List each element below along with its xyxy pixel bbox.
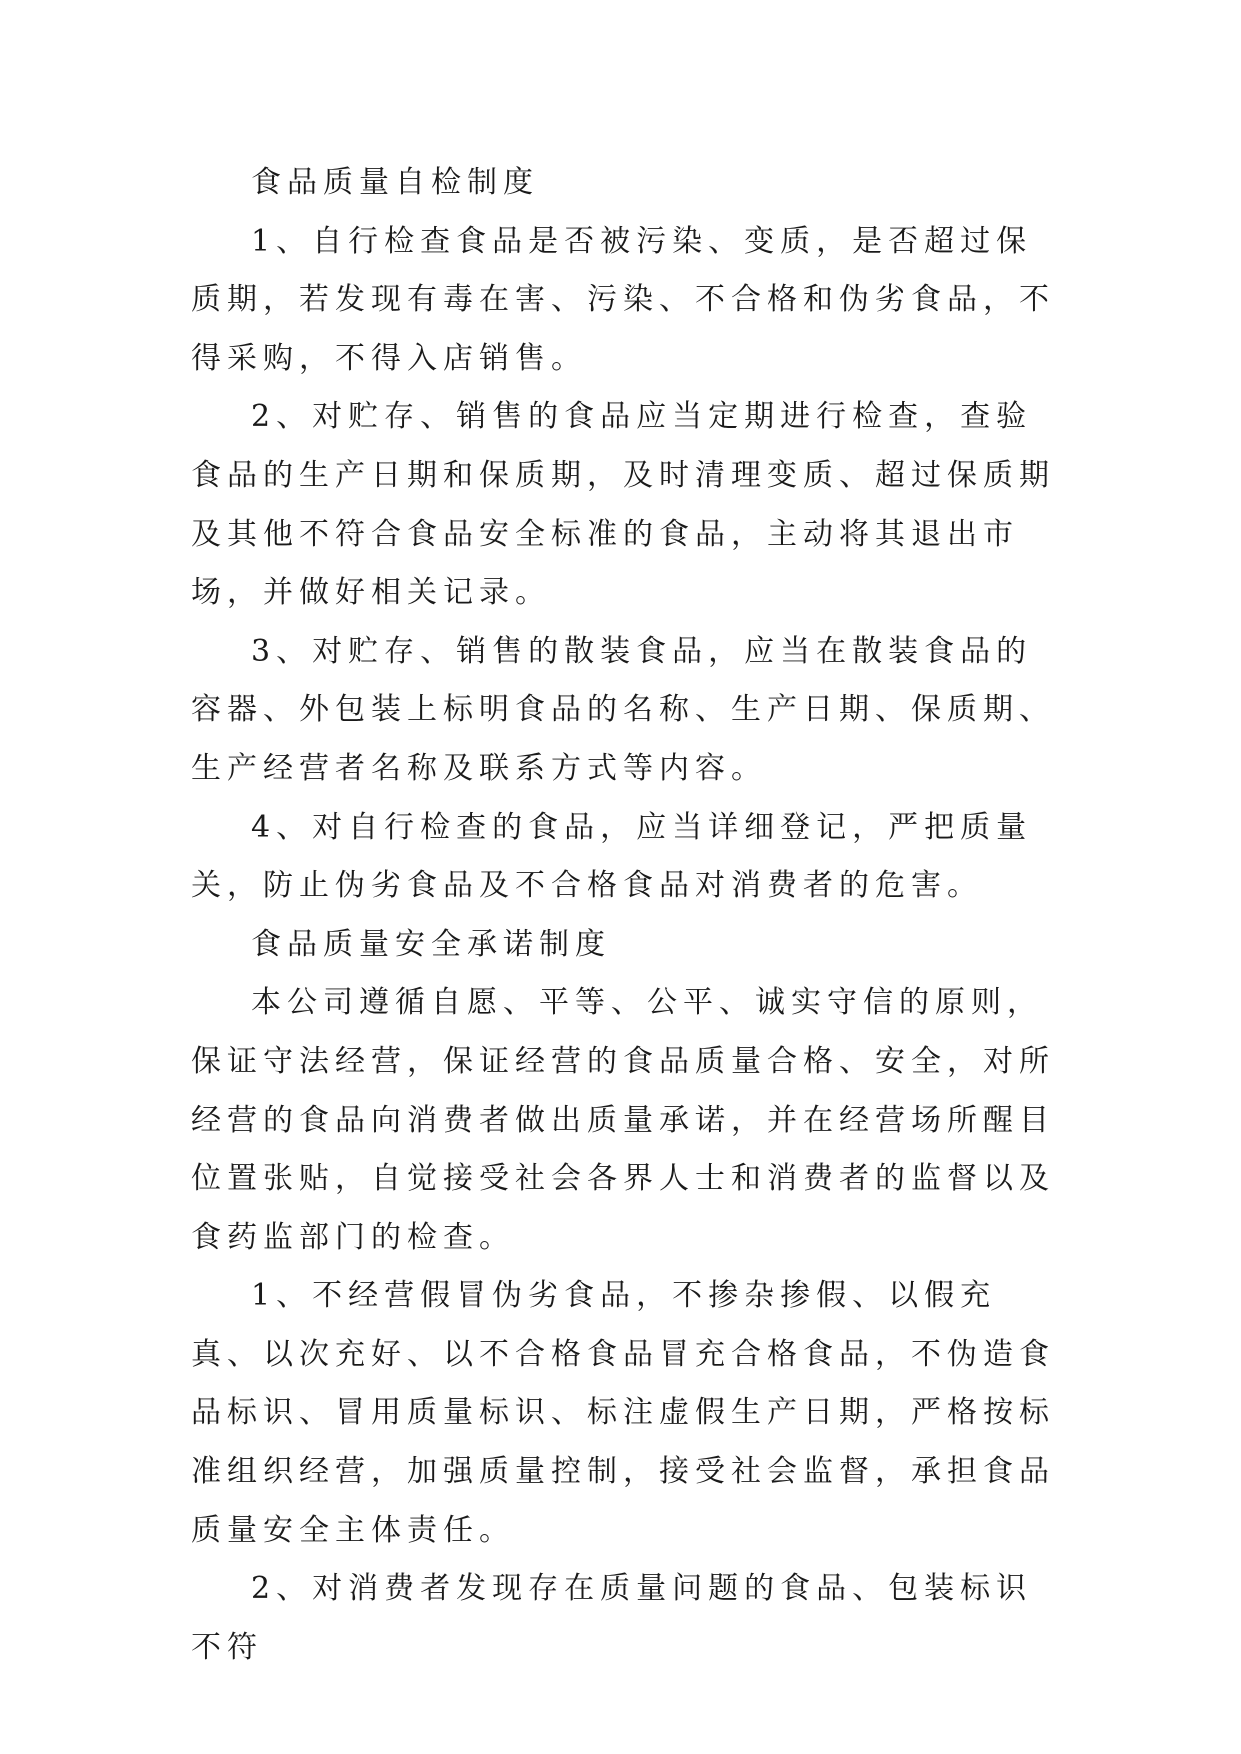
paragraph-commitment-item-2: 2、对消费者发现存在质量问题的食品、包装标识不符 [191, 1571, 1033, 1665]
paragraph-inspection-item-1: 1、自行检查食品是否被污染、变质，是否超过保质期，若发现有毒在害、污染、不合格和伪劣食品，不得采购，不得入店销售。 [191, 223, 1055, 376]
paragraph-commitment-intro: 本公司遵循自愿、平等、公平、诚实守信的原则，保证守法经营，保证经营的食品质量合格、安全，对所经营的食品向消费者做出质量承诺，并在经营场所醒目位置张贴，自觉接受社会各界人士和消费者的监督以及食药监部门的检查。 [191, 985, 1055, 1255]
paragraph-commitment-item-1: 1、不经营假冒伪劣食品，不掺杂掺假、以假充真、以次充好、以不合格食品冒充合格食品，不伪造食品标识、冒用质量标识、标注虚假生产日期，严格按标准组织经营，加强质量控制，接受社会监督，承担食品质量安全主体责任。 [191, 1278, 1055, 1548]
document-body [191, 154, 1061, 1677]
section-title-commitment: 食品质量安全承诺制度 [251, 926, 611, 962]
section-title-self-inspection: 食品质量自检制度 [251, 165, 539, 200]
paragraph-inspection-item-2: 2、对贮存、销售的食品应当定期进行检查，查验食品的生产日期和保质期，及时清理变质、超过保质期及其他不符合食品安全标准的食品，主动将其退出市场，并做好相关记录。 [191, 399, 1055, 611]
paragraph-inspection-item-4: 4、对自行检查的食品，应当详细登记，严把质量关，防止伪劣食品及不合格食品对消费者的危害。 [191, 809, 1033, 904]
paragraph-inspection-item-3: 3、对贮存、销售的散装食品，应当在散装食品的容器、外包装上标明食品的名称、生产日期、保质期、生产经营者名称及联系方式等内容。 [191, 633, 1055, 786]
